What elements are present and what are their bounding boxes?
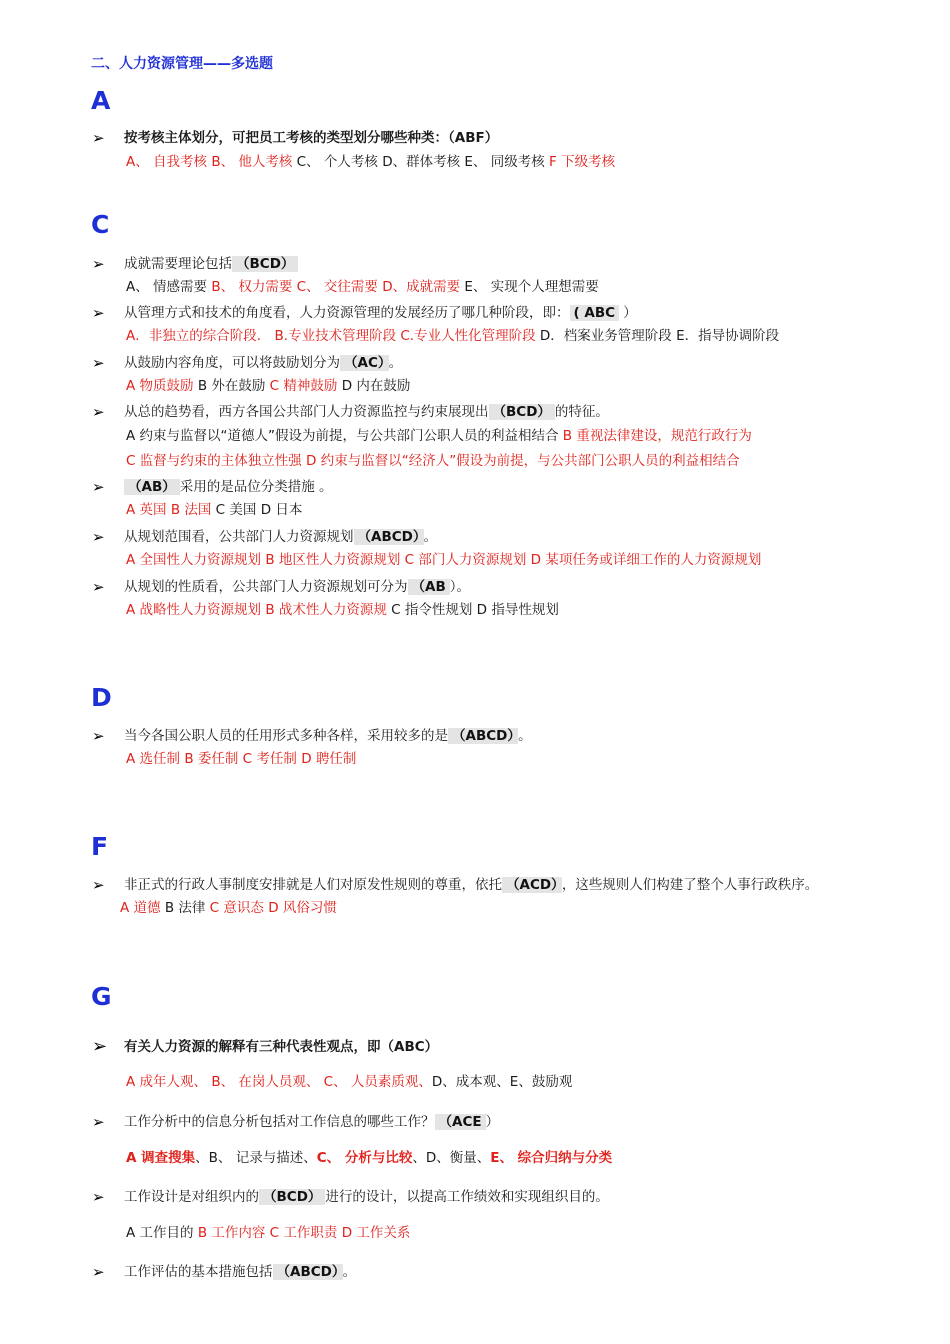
letter-heading-a: A xyxy=(91,86,111,115)
question-text: 工作设计是对组织内的 （BCD） 进行的设计，以提高工作绩效和实现组织目的。 xyxy=(124,1189,609,1205)
arrow-bullet-icon: ➢ xyxy=(92,1113,105,1131)
letter-heading-g: G xyxy=(91,982,112,1011)
options-line: A．非独立的综合阶段． B.专业技术管理阶段 C.专业人性化管理阶段 D．档案业务管理阶段 E．指导协调阶段 xyxy=(126,328,780,344)
arrow-bullet-icon: ➢ xyxy=(92,528,105,546)
options-line: A 物质鼓励 B 外在鼓励 C 精神鼓励 D 内在鼓励 xyxy=(126,378,411,394)
option-a: A、 自我考核 xyxy=(126,154,208,170)
letter-heading-f: F xyxy=(91,832,109,861)
question-text: 从管理方式和技术的角度看，人力资源管理的发展经历了哪几种阶段，即： ( ABC ） xyxy=(124,305,637,321)
question-text: 按考核主体划分，可把员工考核的类型划分哪些种类：（ABF） xyxy=(124,130,499,146)
arrow-bullet-icon: ➢ xyxy=(92,403,105,421)
letter-heading-c: C xyxy=(91,210,110,239)
options-line: A、 情感需要 B、 权力需要 C、 交往需要 D、成就需要 E、 实现个人理想需要 xyxy=(126,279,599,295)
arrow-bullet-icon: ➢ xyxy=(92,578,105,596)
options-line: A 道德 B 法律 C 意识态 D 风俗习惯 xyxy=(120,900,337,916)
arrow-bullet-icon: ➢ xyxy=(92,1263,105,1281)
option-c: C、 个人考核 xyxy=(292,154,378,170)
letter-heading-d: D xyxy=(91,683,112,712)
options-line: A 工作目的 B 工作内容 C 工作职责 D 工作关系 xyxy=(126,1225,411,1241)
question-text: 有关人力资源的解释有三种代表性观点，即（ABC） xyxy=(124,1039,439,1055)
arrow-bullet-icon: ➢ xyxy=(92,876,105,894)
options-line: A 全国性人力资源规划 B 地区性人力资源规划 C 部门人力资源规划 D 某项任务或详细工作的人力资源规划 xyxy=(126,552,762,568)
arrow-bullet-icon: ➢ xyxy=(92,129,105,147)
options-line: A 战略性人力资源规划 B 战术性人力资源规 C 指令性规划 D 指导性规划 xyxy=(126,602,559,618)
question-text: 工作评估的基本措施包括 （ABCD） 。 xyxy=(124,1264,357,1280)
arrow-bullet-icon: ➢ xyxy=(92,1036,108,1057)
section-title: 二、人力资源管理——多选题 xyxy=(91,56,273,72)
question-text: 从规划的性质看，公共部门人力资源规划可分为 （AB ）。 xyxy=(124,579,470,595)
option-d: D、群体考核 xyxy=(377,154,461,170)
option-f: F 下级考核 xyxy=(544,154,616,170)
options-line: A 调查搜集、B、 记录与描述、C、 分析与比较、D、衡量、E、 综合归纳与分类 xyxy=(126,1150,613,1166)
arrow-bullet-icon: ➢ xyxy=(92,304,105,322)
option-e: E、 同级考核 xyxy=(460,154,545,170)
arrow-bullet-icon: ➢ xyxy=(92,1188,105,1206)
question-text: 从鼓励内容角度，可以将鼓励划分为 （AC） 。 xyxy=(124,355,403,371)
arrow-bullet-icon: ➢ xyxy=(92,255,105,273)
options-line: A 英国 B 法国 C 美国 D 日本 xyxy=(126,502,303,518)
options-line: C 监督与约束的主体独立性强 D 约束与监督以“经济人”假设为前提，与公共部门公职人员的利益相结合 xyxy=(126,453,740,469)
question-text: （AB） 采用的是品位分类措施 。 xyxy=(124,477,333,497)
question-text: 工作分析中的信息分析包括对工作信息的哪些工作？ （ACE ） xyxy=(124,1114,500,1130)
options-line: A 选任制 B 委任制 C 考任制 D 聘任制 xyxy=(126,751,357,767)
options-line: A 成年人观、 B、 在岗人员观、 C、 人员素质观、D、成本观、E、鼓励观 xyxy=(126,1074,573,1090)
question-text: 非正式的行政人事制度安排就是人们对原发性规则的尊重，依托 （ACD） ，这些规则人们构建了整个人事行政秩序。 xyxy=(124,877,819,893)
question-text: 当今各国公职人员的任用形式多种各样，采用较多的是 （ABCD） 。 xyxy=(124,728,532,744)
options-line: A 约束与监督以“道德人”假设为前提，与公共部门公职人员的利益相结合 B 重视法律建设，规范行政行为 xyxy=(126,428,752,444)
option-b: B、 他人考核 xyxy=(207,154,293,170)
question-text: 从总的趋势看，西方各国公共部门人力资源监控与约束展现出 （BCD） 的特征。 xyxy=(124,404,609,420)
arrow-bullet-icon: ➢ xyxy=(92,354,105,372)
options-line xyxy=(126,152,615,172)
question-text: 从规划范围看，公共部门人力资源规划 （ABCD） 。 xyxy=(124,529,438,545)
arrow-bullet-icon: ➢ xyxy=(92,478,105,496)
arrow-bullet-icon: ➢ xyxy=(92,727,105,745)
question-text: 成就需要理论包括 （BCD） xyxy=(124,254,298,274)
